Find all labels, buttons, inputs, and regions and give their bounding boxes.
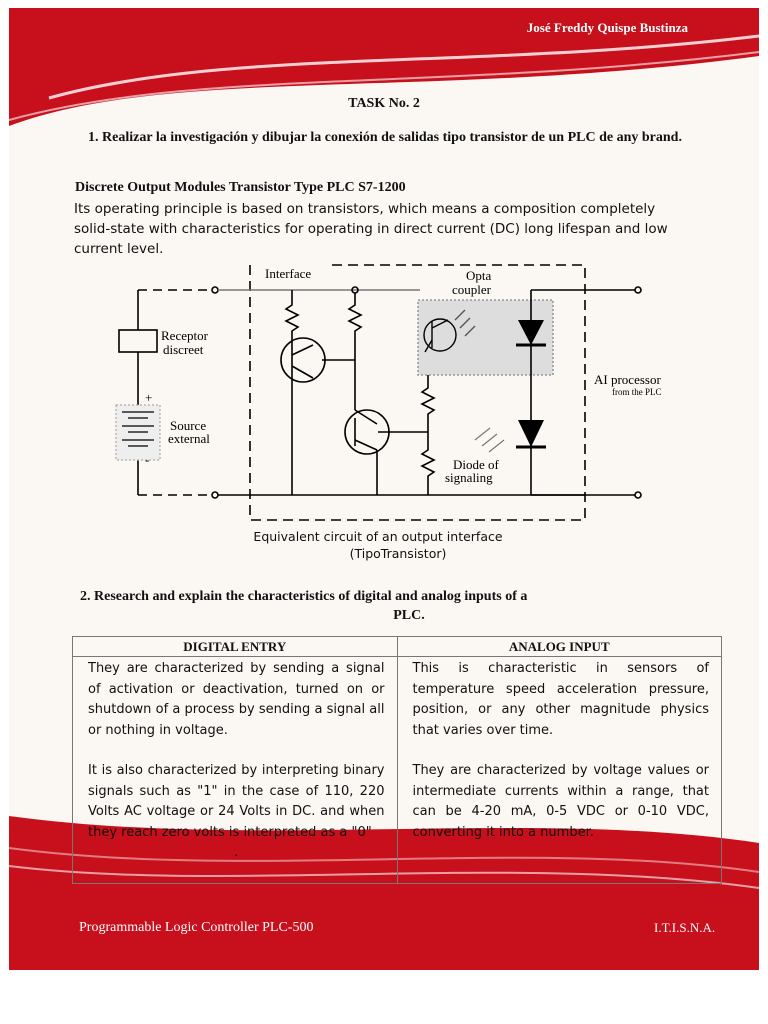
intro-paragraph: Its operating principle is based on transistors, which means a composition completely solid-state with characteristics for operating in direct current (DC) long lifespan and low current level. <box>74 201 668 257</box>
label-plus: + <box>145 390 153 405</box>
digital-text-2: It is also characterized by interpreting binary signals such as "1" in the case of 110, 220 Volts AC voltage or 24 Volts in DC. and when they reach zero volts is interpreted as a "0" <box>88 763 385 840</box>
question-2: 2. Research and explain the characteristics of digital and analog inputs of a <box>80 589 528 604</box>
question-2-cont: PLC. <box>393 608 425 623</box>
diagram-caption-1: Equivalent circuit of an output interface <box>253 529 503 544</box>
label-source-2: external <box>168 431 210 446</box>
label-processor-sub: from the PLC <box>612 387 662 397</box>
comparison-table <box>72 636 722 884</box>
section-heading: Discrete Output Modules Transistor Type PLC S7-1200 <box>75 180 406 195</box>
analog-text-2: They are characterized by voltage values or intermediate currents within a range, that can be 4-20 mA, 0-5 VDC or 0-10 VDC, converting it into a number. <box>412 763 709 840</box>
diagram-caption-2: (TipoTransistor) <box>349 546 447 561</box>
label-diode-1: Diode of <box>453 457 499 472</box>
label-interface: Interface <box>265 266 312 281</box>
label-processor: AI processor <box>594 372 661 387</box>
author-name: José Freddy Quispe Bustinza <box>526 20 688 35</box>
analog-cell <box>398 657 722 843</box>
label-opto-1: Opta <box>466 268 492 283</box>
label-opto-2: coupler <box>452 282 491 297</box>
label-minus: - <box>145 452 150 467</box>
footer-course: Programmable Logic Controller PLC-500 <box>79 920 314 935</box>
header-analog: ANALOG INPUT <box>397 637 722 657</box>
question-1: 1. Realizar la investigación y dibujar la conexión de salidas tipo transistor de un PLC de any brand. <box>88 130 682 145</box>
task-title: TASK No. 2 <box>348 96 420 111</box>
label-diode-2: signaling <box>445 470 493 485</box>
digital-dot: . <box>234 845 239 860</box>
header-digital: DIGITAL ENTRY <box>73 637 398 657</box>
label-receptor-1: Receptor <box>161 328 208 343</box>
label-receptor-2: discreet <box>163 342 204 357</box>
footer-institution: I.T.I.S.N.A. <box>654 920 716 935</box>
digital-cell <box>73 657 397 864</box>
label-source-1: Source <box>170 418 207 433</box>
digital-text-1: They are characterized by sending a signal of activation or deactivation, turned on or shutdown of a process by sending a signal all or nothing in voltage. <box>88 661 385 738</box>
analog-text-1: This is characteristic in sensors of temperature speed acceleration pressure, position, or any other magnitude physics that varies over time. <box>412 661 709 738</box>
